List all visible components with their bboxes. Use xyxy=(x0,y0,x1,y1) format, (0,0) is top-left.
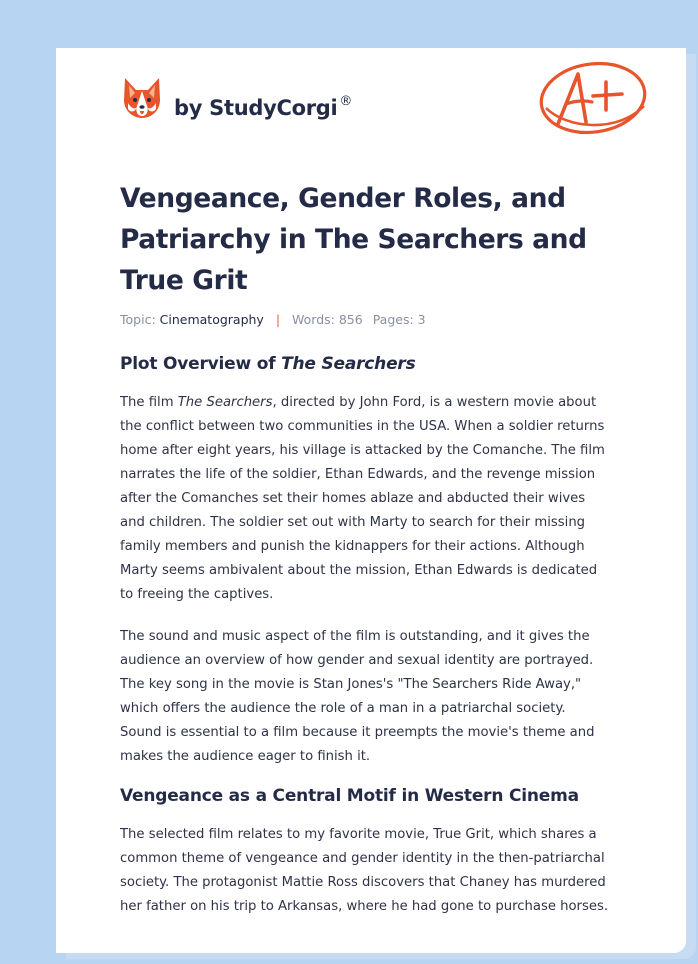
text-run: The sound and music aspect of the film is outstanding, and it gives the xyxy=(120,629,590,644)
section-heading-italic: The Searchers xyxy=(281,354,416,374)
text-run: makes the audience eager to finish it. xyxy=(120,749,371,764)
text-run: to freeing the captives. xyxy=(120,587,274,602)
a-plus-stamp-icon xyxy=(536,58,651,140)
paragraph-line xyxy=(120,583,640,607)
paragraph-line xyxy=(120,697,640,721)
text-run: The selected film relates to my favorite movie, True Grit, which shares a xyxy=(120,827,597,842)
text-run: which offers the audience the role of a man in a patriarchal society. xyxy=(120,701,566,716)
text-run: common theme of vengeance and gender identity in the then-patriarchal xyxy=(120,851,605,866)
document-title xyxy=(120,178,620,301)
text-run: The film xyxy=(120,395,178,410)
text-run: The key song in the movie is Stan Jones's "The Searchers Ride Away," xyxy=(120,677,582,692)
paragraph-line xyxy=(120,823,640,847)
paragraph-line xyxy=(120,745,640,769)
page-count: Pages: 3 xyxy=(372,312,426,327)
title-line: Vengeance, Gender Roles, and xyxy=(120,183,566,214)
paragraph-line xyxy=(120,439,640,463)
text-run: narrates the life of the soldier, Ethan Edwards, and the revenge mission xyxy=(120,467,596,482)
paragraph-line xyxy=(120,559,640,583)
text-run: home after eight years, his village is attacked by the Comanche. The film xyxy=(120,443,605,458)
paragraph-line xyxy=(120,463,640,487)
title-line: Patriarchy in The Searchers and xyxy=(120,224,587,255)
corgi-icon xyxy=(122,76,162,122)
section-heading-text: Vengeance as a Central Motif in Western Cinema xyxy=(120,786,579,806)
paragraph xyxy=(120,625,640,769)
meta-separator: | xyxy=(275,312,281,327)
text-run: society. The protagonist Mattie Ross discovers that Chaney has murdered xyxy=(120,875,606,890)
text-run: , directed by John Ford, is a western movie about xyxy=(272,395,597,410)
text-run: Marty seems ambivalent about the mission, Ethan Edwards is dedicated xyxy=(120,563,598,578)
paragraph-line xyxy=(120,871,640,895)
text-run: the conflict between two communities in the USA. When a soldier returns xyxy=(120,419,605,434)
brand-logo[interactable] xyxy=(122,76,162,122)
text-run: audience an overview of how gender and sexual identity are portrayed. xyxy=(120,653,594,668)
brand-name[interactable] xyxy=(174,94,352,120)
registered-mark: ® xyxy=(339,94,353,109)
text-run: Sound is essential to a film because it preempts the movie's theme and xyxy=(120,725,595,740)
paragraph-line xyxy=(120,847,640,871)
text-run: family members and punish the kidnappers for their actions. Although xyxy=(120,539,585,554)
paragraph-line xyxy=(120,511,640,535)
italic-title: The Searchers xyxy=(177,395,273,410)
paragraph-line xyxy=(120,487,640,511)
text-run: after the Comanches set their homes ablaze and abducted their wives xyxy=(120,491,586,506)
paragraph-line xyxy=(120,535,640,559)
paragraph-line xyxy=(120,625,640,649)
paragraph-line xyxy=(120,649,640,673)
paragraph-line xyxy=(120,673,640,697)
paragraph xyxy=(120,823,640,919)
topic-link[interactable]: Cinematography xyxy=(159,312,264,327)
word-count: Words: 856 xyxy=(292,312,363,327)
document-meta xyxy=(120,312,426,327)
paragraph-line xyxy=(120,415,640,439)
section-heading xyxy=(120,786,579,806)
paragraph-line xyxy=(120,721,640,745)
paragraph xyxy=(120,391,640,607)
document-page xyxy=(56,48,686,953)
text-run: and children. The soldier set out with Marty to search for their missing xyxy=(120,515,586,530)
section-heading-text: Plot Overview of xyxy=(120,354,282,374)
brand-name-text: by StudyCorgi xyxy=(174,96,338,120)
paragraph-line xyxy=(120,391,640,415)
paragraph-line xyxy=(120,895,640,919)
text-run: her father on his trip to Arkansas, where he had gone to purchase horses. xyxy=(120,899,609,914)
topic-label: Topic: xyxy=(120,312,156,327)
title-line: True Grit xyxy=(120,265,248,296)
section-heading xyxy=(120,354,416,374)
